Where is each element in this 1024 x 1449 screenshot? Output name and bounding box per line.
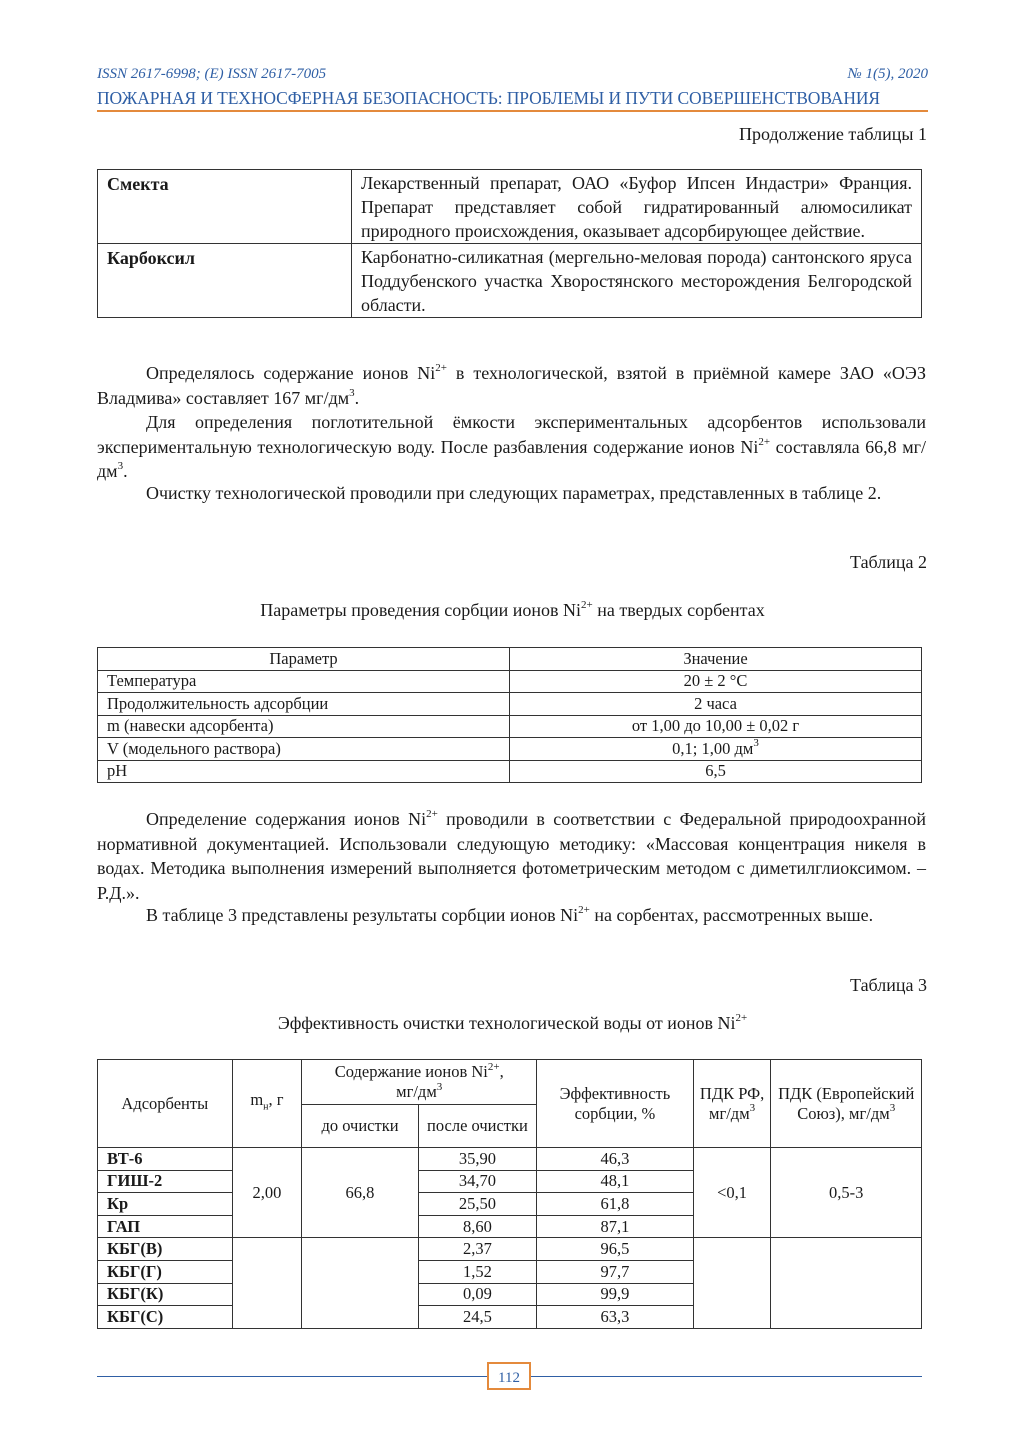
table-row (98, 1148, 922, 1171)
table-header-row (98, 1060, 922, 1105)
table-row (98, 715, 922, 738)
after-cell: 24,5 (418, 1306, 536, 1329)
after-cell: 2,37 (418, 1238, 536, 1261)
header-rule (97, 110, 928, 112)
column-header: $m_н$, г (232, 1060, 302, 1148)
after-cell: 25,50 (418, 1193, 536, 1216)
sorbent-name: Карбоксил (98, 244, 352, 318)
column-header: после очистки (418, 1105, 536, 1148)
efficiency-cell: 97,7 (537, 1260, 694, 1283)
value-cell: 6,5 (510, 760, 922, 783)
efficiency-cell: 63,3 (537, 1306, 694, 1329)
sorbent-name: ВТ-6 (98, 1148, 233, 1171)
table3-label: Таблица 3 (850, 975, 927, 995)
sorbent-description: Карбонатно-силикатная (мергельно-меловая порода) сантонского яруса Поддубенского участка Хворостянского месторождения Белгородской области. (352, 244, 922, 318)
param-cell: Продолжительность адсорбции (98, 693, 510, 716)
paragraph-3: Очистку технологической проводили при следующих параметрах, представленных в таблице 2. (146, 483, 882, 503)
table-row (98, 1238, 922, 1261)
journal-issn-line (97, 66, 928, 88)
param-cell: pH (98, 760, 510, 783)
issn: ISSN 2617-6998; (E) ISSN 2617-7005 (97, 66, 327, 82)
table-row (98, 693, 922, 716)
table1 (97, 169, 922, 318)
table1-continuation-label: Продолжение таблицы 1 (739, 124, 927, 144)
before-cell (302, 1238, 418, 1328)
sorbent-name: КБГ(Г) (98, 1260, 233, 1283)
pdk-rf-cell (693, 1238, 771, 1328)
pdk-eu-cell: 0,5-3 (771, 1148, 922, 1238)
table-row (98, 760, 922, 783)
table2-caption: Параметры проведения сорбции ионов $Ni^{2+}$ на твердых сорбентах (260, 599, 765, 620)
after-cell: 0,09 (418, 1283, 536, 1306)
before-cell: 66,8 (302, 1148, 418, 1238)
column-header: Эффективность сорбции, % (537, 1060, 694, 1148)
sorbent-name: Кр (98, 1193, 233, 1216)
table-header-row (98, 648, 922, 671)
efficiency-cell: 61,8 (537, 1193, 694, 1216)
column-header: Адсорбенты (98, 1060, 233, 1148)
after-cell: 34,70 (418, 1170, 536, 1193)
value-cell: 0,1; 1,00 $дм^3$ (510, 738, 922, 761)
column-header: ПДК РФ, $мг/дм^3$ (693, 1060, 771, 1148)
column-header: Параметр (98, 648, 510, 671)
footer-rule-left (97, 1376, 487, 1377)
after-cell: 8,60 (418, 1215, 536, 1238)
value-cell: 2 часа (510, 693, 922, 716)
table-row (98, 244, 922, 318)
efficiency-cell: 87,1 (537, 1215, 694, 1238)
mass-cell (232, 1238, 302, 1328)
table2-label: Таблица 2 (850, 552, 927, 572)
sorbent-name: КБГ(В) (98, 1238, 233, 1261)
mass-cell: 2,00 (232, 1148, 302, 1238)
paragraph-2: Для определения поглотительной ёмкости экспериментальных адсорбентов использовали экспериментальную технологическую воду. После разбавления содержание ионов $Ni^{2+}$ составляла 66,8 $мг/дм^3$. (97, 412, 926, 481)
pdk-eu-cell (771, 1238, 922, 1328)
footer-rule-right (531, 1376, 922, 1377)
param-cell: V (модельного раствора) (98, 738, 510, 761)
efficiency-cell: 99,9 (537, 1283, 694, 1306)
sorbent-name: Смекта (98, 170, 352, 244)
pdk-rf-cell: <0,1 (693, 1148, 771, 1238)
value-cell: от 1,00 до 10,00 ± 0,02 г (510, 715, 922, 738)
sorbent-name: ГИШ-2 (98, 1170, 233, 1193)
page-number: 112 (487, 1362, 531, 1390)
table3 (97, 1059, 922, 1329)
param-cell: Температура (98, 670, 510, 693)
table-row (98, 170, 922, 244)
efficiency-cell: 46,3 (537, 1148, 694, 1171)
sorbent-name: КБГ(К) (98, 1283, 233, 1306)
issue-number: № 1(5), 2020 (847, 66, 928, 82)
paragraph-5: В таблице 3 представлены результаты сорбции ионов $Ni^{2+}$ на сорбентах, рассмотренных выше. (146, 904, 874, 925)
table-row (98, 670, 922, 693)
paragraph-1: Определялось содержание ионов $Ni^{2+}$ в технологической, взятой в приёмной камере ЗАО «ОЭЗ Владмива» составляет 167 $мг/дм^3$. (97, 362, 926, 408)
param-cell: m (навески адсорбента) (98, 715, 510, 738)
column-header: до очистки (302, 1105, 418, 1148)
table2 (97, 647, 922, 783)
table3-caption: Эффективность очистки технологической воды от ионов $Ni^{2+}$ (277, 1012, 748, 1033)
sorbent-name: ГАП (98, 1215, 233, 1238)
journal-title: ПОЖАРНАЯ И ТЕХНОСФЕРНАЯ БЕЗОПАСНОСТЬ: ПРОБЛЕМЫ И ПУТИ СОВЕРШЕНСТВОВАНИЯ (97, 88, 880, 108)
column-header: Значение (510, 648, 922, 671)
paragraph-4: Определение содержания ионов $Ni^{2+}$ проводили в соответствии с Федеральной природоохранной нормативной документацией. Использовали следующую методику: «Массовая концентрация никеля в водах. Методика выполнения измерений выполняется фотометрическим методом с диметилглиоксимом. – Р.Д.». (97, 808, 926, 903)
after-cell: 35,90 (418, 1148, 536, 1171)
value-cell: 20 ± 2 °С (510, 670, 922, 693)
column-header: ПДК (Европейский Союз), $мг/дм^3$ (771, 1060, 922, 1148)
column-header: Содержание ионов $Ni^{2+}$, $мг/дм^3$ (302, 1060, 537, 1105)
sorbent-name: КБГ(С) (98, 1306, 233, 1329)
sorbent-description: Лекарственный препарат, ОАО «Буфор Ипсен Индастри» Франция. Препарат представляет собой гидратированный алюмосиликат природного происхождения, оказывает адсорбирующее действие. (352, 170, 922, 244)
efficiency-cell: 96,5 (537, 1238, 694, 1261)
table-row (98, 738, 922, 761)
efficiency-cell: 48,1 (537, 1170, 694, 1193)
after-cell: 1,52 (418, 1260, 536, 1283)
